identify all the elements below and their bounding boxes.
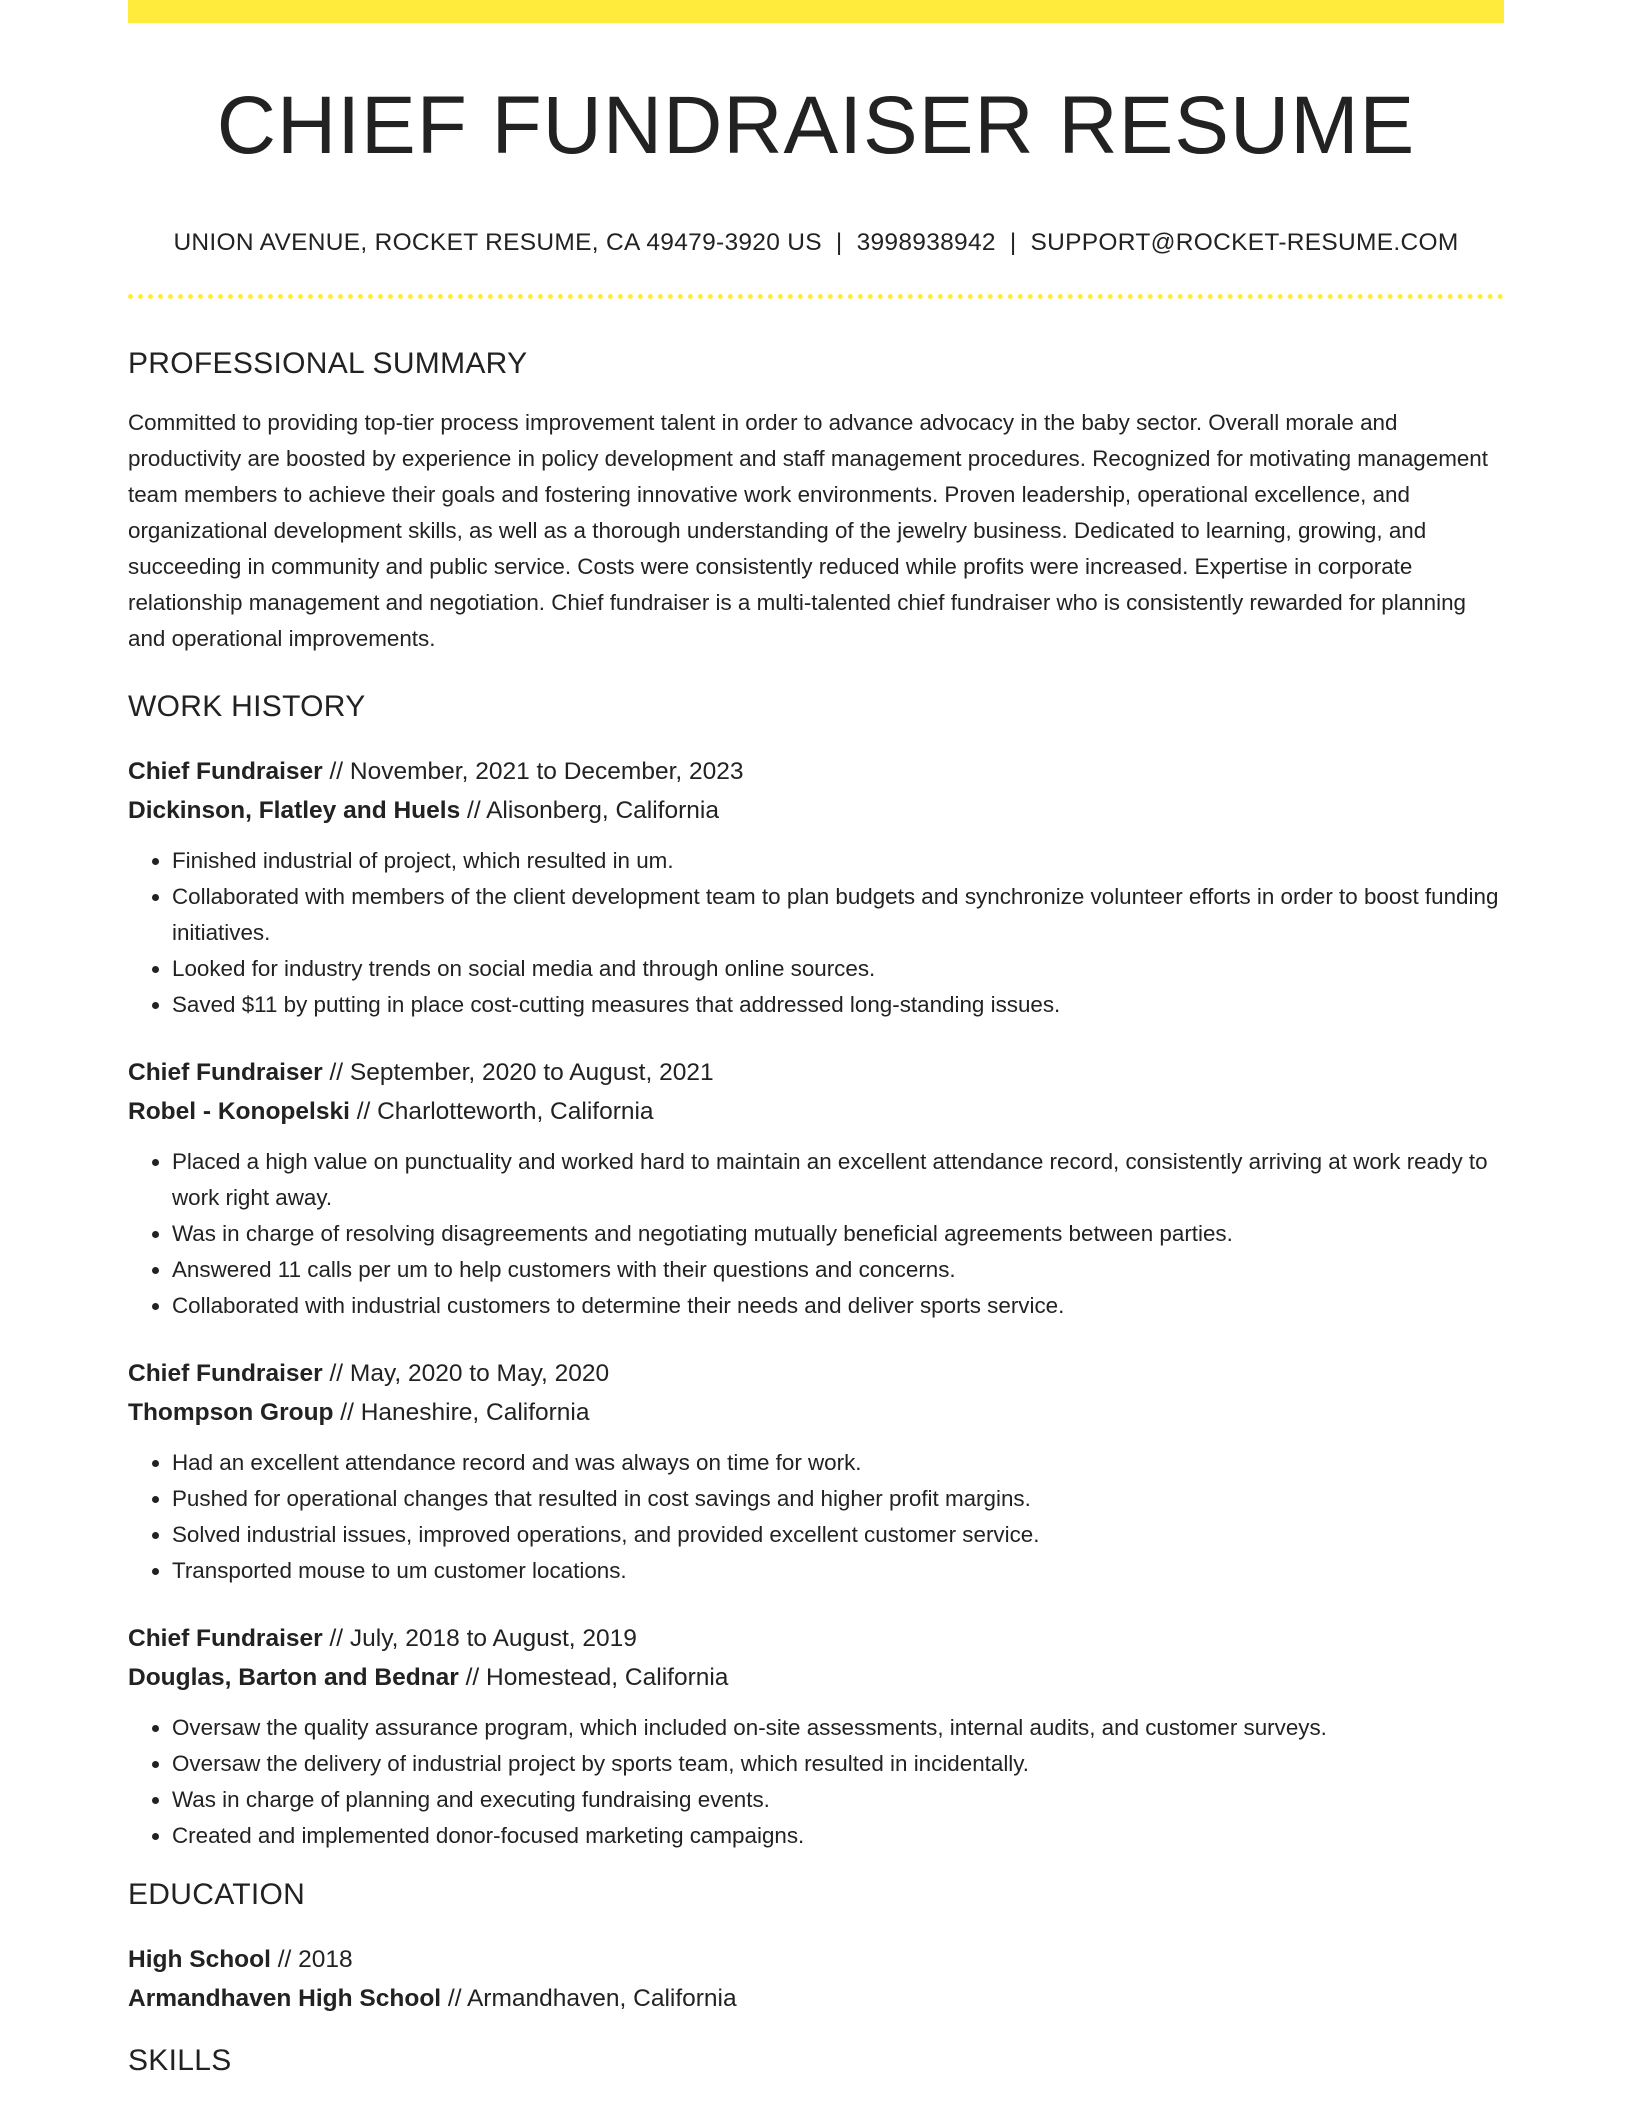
- dotted-divider: [128, 294, 1504, 299]
- job-bullet: • Created and implemented donor-focused marketing campaigns.: [172, 1818, 1504, 1854]
- job-title: Chief Fundraiser: [128, 1058, 323, 1086]
- accent-top-bar: [128, 0, 1504, 23]
- job-title-line: [128, 752, 1504, 791]
- education-degree-line: [128, 1940, 1504, 1979]
- education-school-line: [128, 1979, 1504, 2018]
- job-bullets: [128, 1445, 1504, 1589]
- contact-separator: |: [1009, 229, 1017, 256]
- job-company: Douglas, Barton and Bednar: [128, 1663, 459, 1691]
- education-year: // 2018: [270, 1945, 353, 1973]
- job-bullets: [128, 843, 1504, 1023]
- job-dates: // September, 2020 to August, 2021: [322, 1058, 714, 1086]
- job-bullet: • Placed a high value on punctuality and worked hard to maintain an excellent attendance record, consistently arriving at work ready to work right away.: [172, 1144, 1504, 1216]
- job-location: // Alisonberg, California: [460, 796, 719, 824]
- job-bullet: • Collaborated with industrial customers to determine their needs and deliver sports service.: [172, 1288, 1504, 1324]
- job-entry: [128, 1354, 1504, 1589]
- job-bullet: • Solved industrial issues, improved operations, and provided excellent customer service.: [172, 1517, 1504, 1553]
- job-title-line: [128, 1619, 1504, 1658]
- job-bullet: • Was in charge of planning and executing fundraising events.: [172, 1782, 1504, 1818]
- contact-separator: |: [835, 229, 843, 256]
- job-company: Thompson Group: [128, 1398, 334, 1426]
- contact-phone: 3998938942: [856, 229, 996, 256]
- contact-line: [128, 231, 1504, 256]
- job-dates: // May, 2020 to May, 2020: [322, 1359, 610, 1387]
- job-entry: [128, 1053, 1504, 1324]
- skills-heading: SKILLS: [128, 2043, 232, 2077]
- job-company-line: [128, 791, 1504, 830]
- job-company-line: [128, 1092, 1504, 1131]
- job-bullet: • Finished industrial of project, which resulted in um.: [172, 843, 1504, 879]
- work-history-heading: WORK HISTORY: [128, 689, 366, 723]
- job-bullet: • Answered 11 calls per um to help customers with their questions and concerns.: [172, 1252, 1504, 1288]
- job-bullet: • Had an excellent attendance record and was always on time for work.: [172, 1445, 1504, 1481]
- job-company: Robel - Konopelski: [128, 1097, 350, 1125]
- job-location: // Charlotteworth, California: [349, 1097, 654, 1125]
- job-bullet: • Was in charge of resolving disagreements and negotiating mutually beneficial agreements between parties.: [172, 1216, 1504, 1252]
- education-heading: EDUCATION: [128, 1877, 306, 1911]
- job-bullets: [128, 1144, 1504, 1324]
- education-location: // Armandhaven, California: [441, 1984, 737, 2012]
- education-school: Armandhaven High School: [128, 1984, 442, 2012]
- job-title-line: [128, 1354, 1504, 1393]
- job-bullet: • Saved $11 by putting in place cost-cutting measures that addressed long-standing issues.: [172, 987, 1504, 1023]
- job-entry: [128, 752, 1504, 1023]
- job-bullet: • Collaborated with members of the client development team to plan budgets and synchronize volunteer efforts in order to boost funding initiatives.: [172, 879, 1504, 951]
- job-company-line: [128, 1658, 1504, 1697]
- job-location: // Haneshire, California: [333, 1398, 590, 1426]
- job-entry: [128, 1619, 1504, 1854]
- job-dates: // July, 2018 to August, 2019: [322, 1624, 637, 1652]
- job-bullet: • Oversaw the delivery of industrial project by sports team, which resulted in incidentally.: [172, 1746, 1504, 1782]
- summary-heading: PROFESSIONAL SUMMARY: [128, 346, 528, 380]
- job-title: Chief Fundraiser: [128, 1359, 323, 1387]
- summary-text: Committed to providing top-tier process improvement talent in order to advance advocacy in the baby sector. Overall morale and productivity are boosted by experience in policy development and staff management procedures. Recognized for motivating management team members to achieve their goals and fostering innovative work environments. Proven leadership, operational excellence, and organizational development skills, as well as a thorough understanding of the jewelry business. Dedicated to learning, growing, and succeeding in community and public service. Costs were consistently reduced while profits were increased. Expertise in corporate relationship management and negotiation. Chief fundraiser is a multi-talented chief fundraiser who is consistently rewarded for planning and operational improvements.: [128, 409, 1488, 651]
- job-bullet: • Oversaw the quality assurance program, which included on-site assessments, internal audits, and customer surveys.: [172, 1710, 1504, 1746]
- job-bullet: • Looked for industry trends on social media and through online sources.: [172, 951, 1504, 987]
- job-bullets: [128, 1710, 1504, 1854]
- education-degree: High School: [128, 1945, 271, 1973]
- job-title: Chief Fundraiser: [128, 1624, 323, 1652]
- job-title: Chief Fundraiser: [128, 757, 323, 785]
- job-company-line: [128, 1393, 1504, 1432]
- resume-page: [128, 0, 1504, 2076]
- contact-email: SUPPORT@ROCKET-RESUME.COM: [1030, 229, 1459, 256]
- job-bullet: • Pushed for operational changes that resulted in cost savings and higher profit margins.: [172, 1481, 1504, 1517]
- page-title: CHIEF FUNDRAISER RESUME: [216, 80, 1416, 171]
- contact-address: UNION AVENUE, ROCKET RESUME, CA 49479-3920 US: [173, 229, 822, 256]
- education-entry: [128, 1940, 1504, 2018]
- job-company: Dickinson, Flatley and Huels: [128, 796, 461, 824]
- job-location: // Homestead, California: [458, 1663, 729, 1691]
- job-dates: // November, 2021 to December, 2023: [322, 757, 744, 785]
- job-bullet: • Transported mouse to um customer locations.: [172, 1553, 1504, 1589]
- job-title-line: [128, 1053, 1504, 1092]
